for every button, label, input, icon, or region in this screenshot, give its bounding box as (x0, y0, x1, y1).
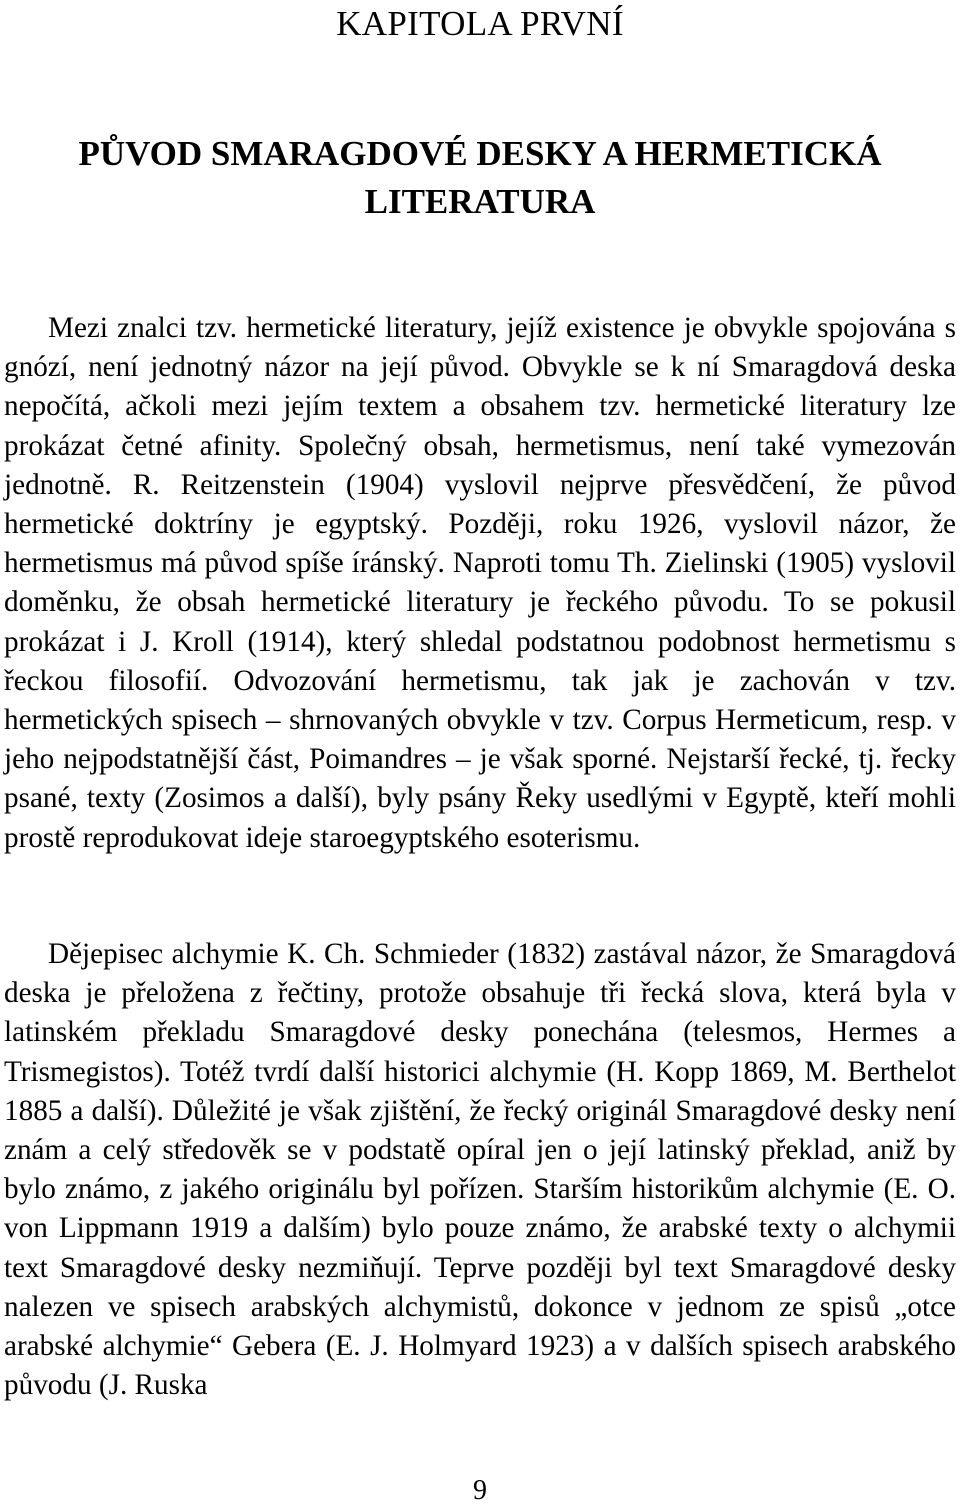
chapter-title (0, 130, 960, 226)
body-text-block-2 (4, 935, 956, 1405)
chapter-title-line-2: LITERATURA (364, 182, 596, 221)
paragraph: Dějepisec alchymie K. Ch. Schmieder (1832) zastával názor, že Smaragdová deska je přeložena z řečtiny, protože obsahuje tři řecká slova, která byla v latinském překladu Smaragdové desky ponechána (telesmos, Hermes a Trismegistos). Totéž tvrdí další historici alchymie (H. Kopp 1869, M. Berthelot 1885 a další). Důležité je však zjištění, že řecký originál Smaragdové desky není znám a celý středověk se v podstatě opíral jen o její latinský překlad, aniž by bylo známo, z jakého originálu byl pořízen. Starším historikům alchymie (E. O. von Lippmann 1919 a dalším) bylo pouze známo, že arabské texty o alchymii text Smaragdové desky nezmiňují. Teprve později byl text Smaragdové desky nalezen ve spisech arabských alchymistů, dokonce v jednom ze spisů „otce arabské alchymie“ Gebera (E. J. Holmyard 1923) a v dalších spisech arabského původu (J. Ruska (4, 938, 956, 1402)
chapter-title-line-1: PŮVOD SMARAGDOVÉ DESKY A HERMETICKÁ (78, 134, 882, 173)
chapter-label: KAPITOLA PRVNÍ (336, 4, 624, 43)
body-text-block-1 (4, 309, 956, 858)
paragraph: Mezi znalci tzv. hermetické literatury, jejíž existence je obvykle spojována s gnózí, není jednotný názor na její původ. Obvykle se k ní Smaragdová deska nepočítá, ačkoli mezi jejím textem a obsahem tzv. hermetické literatury lze prokázat četné afinity. Společný obsah, hermetismus, není také vymezován jednotně. R. Reitzenstein (1904) vyslovil nejprve přesvědčení, že původ hermetické doktríny je egyptský. Později, roku 1926, vyslovil názor, že hermetismus má původ spíše íránský. Naproti tomu Th. Zielinski (1905) vyslovil doměnku, že obsah hermetické literatury je řeckého původu. To se pokusil prokázat i J. Kroll (1914), který shledal podstatnou podobnost hermetismu s řeckou filosofií. Odvozování hermetismu, tak jak je zachován v tzv. hermetických spisech – shrnovaných obvykle v tzv. Corpus Hermeticum, resp. v jeho nejpodstatnější část, Poimandres – je však sporné. Nejstarší řecké, tj. řecky psané, texty (Zosimos a další), byly psány Řeky usedlými v Egyptě, kteří mohli prostě reprodukovat ideje staroegyptského esoterismu. (4, 312, 956, 854)
page-number: 9 (473, 1475, 487, 1506)
